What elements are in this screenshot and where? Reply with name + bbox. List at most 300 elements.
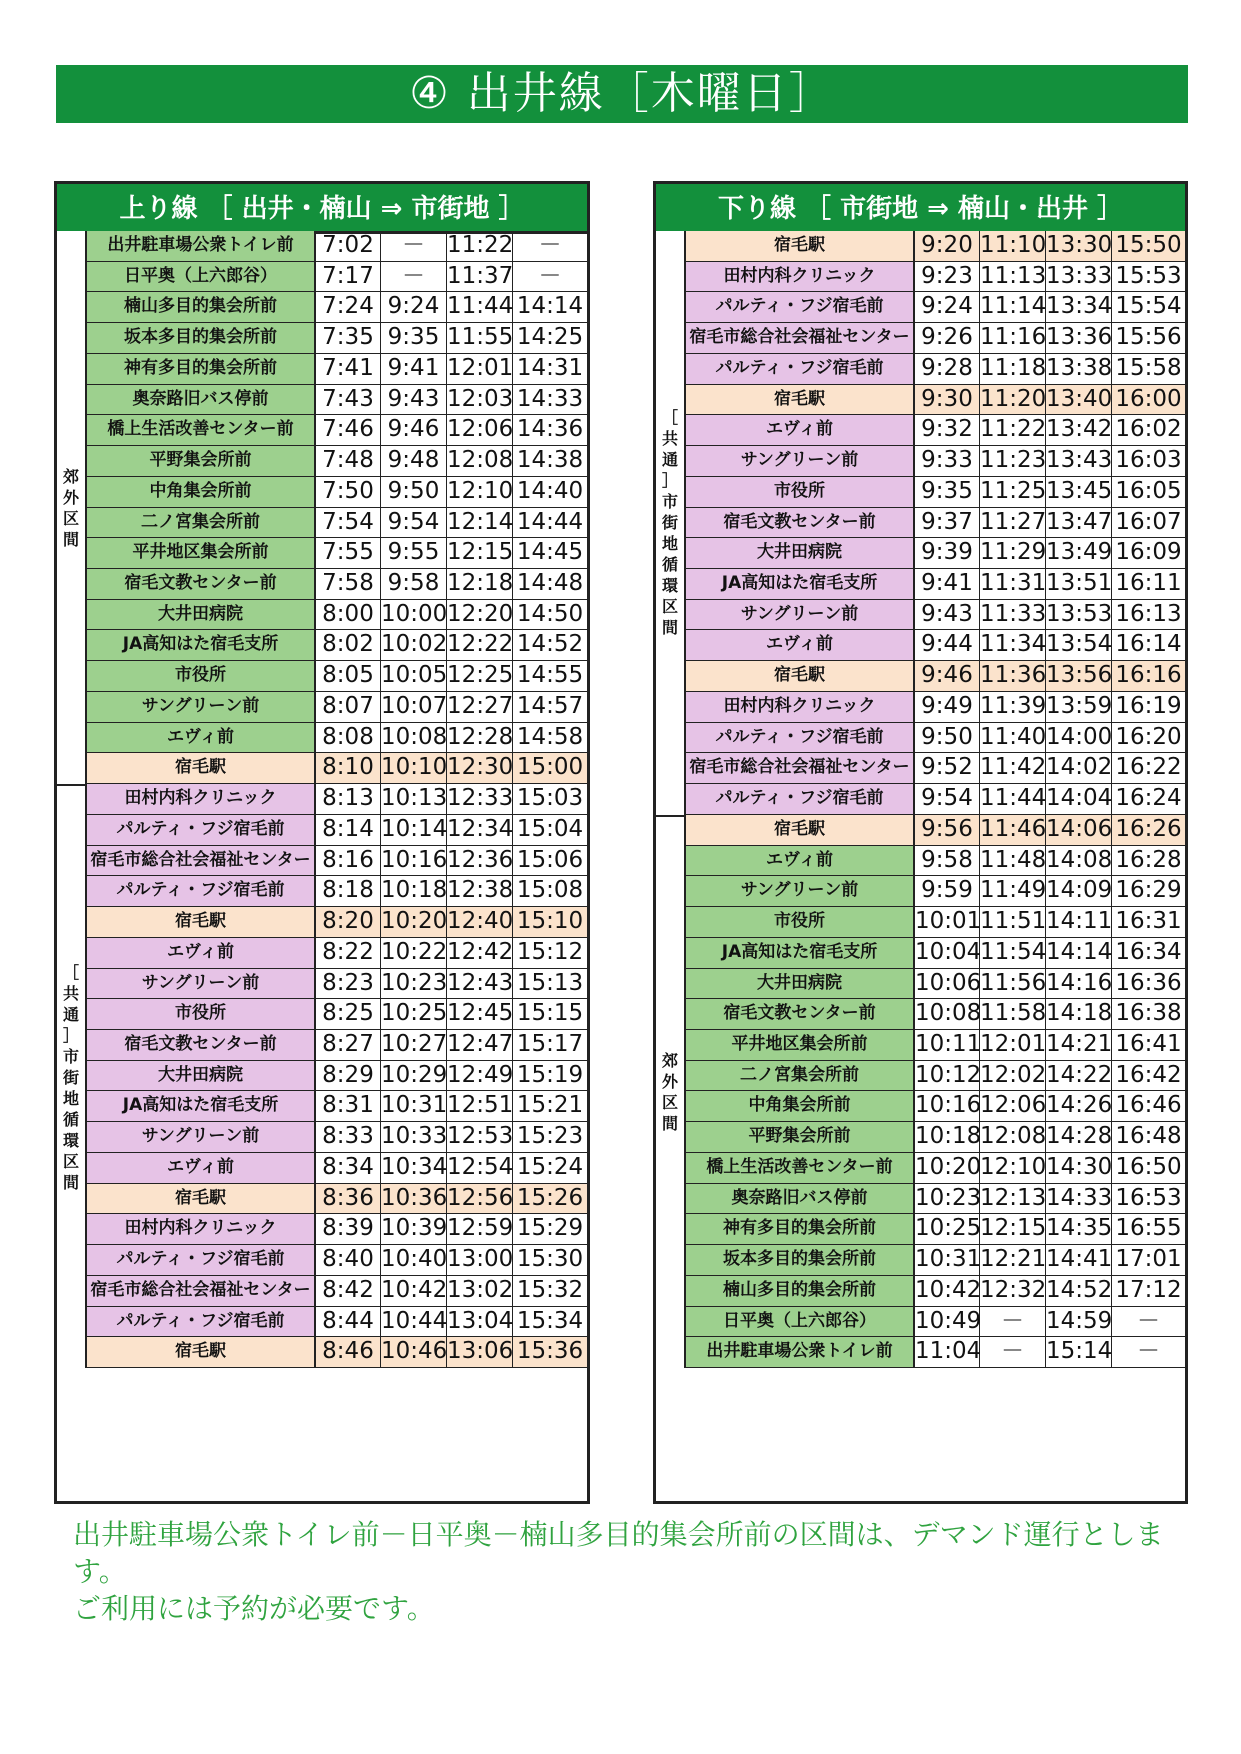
departure-time: 14:21: [1046, 1030, 1112, 1060]
stop-name: 平野集会所前: [87, 446, 316, 476]
departure-time: 13:02: [447, 1276, 513, 1306]
departure-time: 14:50: [516, 600, 584, 627]
stop-name: 大井田病院: [87, 1061, 316, 1091]
stop-name: 神有多目的集会所前: [686, 1214, 915, 1244]
section-label-char: 区: [62, 508, 79, 528]
departure-time: 9:50: [915, 723, 980, 753]
departure-time: 9:20: [915, 231, 980, 261]
departure-time: 12:14: [447, 508, 513, 538]
departure-time: 7:48: [316, 446, 381, 476]
departure-time: 12:49: [447, 1061, 513, 1091]
departure-time: 10:27: [381, 1030, 447, 1060]
departure-time: 15:29: [516, 1215, 584, 1242]
departure-time: 15:58: [1115, 354, 1182, 381]
stop-name: 楠山多目的集会所前: [87, 292, 316, 322]
timetable-row: [87, 1245, 587, 1276]
departure-time: －: [1137, 1307, 1160, 1334]
departure-time: 12:22: [447, 630, 513, 660]
departure-time: 15:34: [516, 1307, 584, 1334]
stop-name: 宿毛市総合社会福祉センター: [87, 846, 316, 876]
departure-time: 8:39: [316, 1214, 381, 1244]
departure-time: 14:06: [1046, 815, 1112, 845]
departure-time: 12:25: [447, 661, 513, 691]
departure-time: 10:01: [915, 907, 980, 937]
departure-time: 9:44: [915, 630, 980, 660]
departure-time: 11:25: [980, 477, 1046, 507]
page-title: ④ 出井線［木曜日］: [56, 65, 1188, 123]
timetable-row: [87, 1214, 587, 1245]
timetable-row: [87, 661, 587, 692]
departure-time: 10:07: [381, 692, 447, 722]
departure-time: 15:12: [516, 938, 584, 965]
stop-name: JA高知はた宿毛支所: [87, 630, 316, 660]
departure-time: 7:02: [316, 231, 381, 261]
departure-time: －: [980, 1337, 1046, 1367]
departure-time: 10:08: [381, 723, 447, 753]
departure-time: 16:38: [1115, 1000, 1182, 1027]
note-line: 出井駐車場公衆トイレ前－日平奥－楠山多目的集会所前の区間は、デマンド運行とします。: [73, 1518, 1164, 1588]
departure-time: 10:00: [381, 600, 447, 630]
section-label-char: 共: [661, 429, 678, 449]
departure-time: 14:55: [516, 662, 584, 689]
section-label-char: 通: [661, 450, 678, 470]
stop-name: エヴィ前: [686, 846, 915, 876]
departure-time: 10:12: [915, 1061, 980, 1091]
departure-time: 8:07: [316, 692, 381, 722]
stop-name: 中角集会所前: [87, 477, 316, 507]
departure-time: －: [381, 231, 447, 261]
departure-time: 10:11: [915, 1030, 980, 1060]
departure-time: 15:04: [516, 815, 584, 842]
departure-time: 8:40: [316, 1245, 381, 1275]
departure-time: 7:43: [316, 385, 381, 415]
departure-time: 11:22: [447, 231, 513, 261]
departure-time: 15:36: [513, 1337, 587, 1367]
timetable-row: [87, 753, 587, 784]
section-label-char: 環: [661, 576, 678, 596]
section-label-char: 間: [661, 618, 678, 638]
departure-time: 12:15: [980, 1214, 1046, 1244]
timetable-row: [686, 1153, 1185, 1184]
departure-time: 12:15: [447, 538, 513, 568]
departure-time: 11:42: [980, 753, 1046, 783]
departure-time: 16:22: [1115, 754, 1182, 781]
departure-time: 15:19: [516, 1061, 584, 1088]
timetable-row: [87, 415, 587, 446]
departure-time: 10:16: [915, 1091, 980, 1121]
departure-time: 16:46: [1115, 1092, 1182, 1119]
departure-time: 10:42: [381, 1276, 447, 1306]
stop-name: サングリーン前: [686, 876, 915, 906]
departure-time: 9:30: [915, 385, 980, 415]
timetable-row: [686, 600, 1185, 631]
departure-time: 15:21: [516, 1092, 584, 1119]
departure-time: 10:18: [381, 876, 447, 906]
departure-time: 13:42: [1046, 415, 1112, 445]
stop-name: 市役所: [87, 999, 316, 1029]
stop-name: パルティ・フジ宿毛前: [87, 1245, 316, 1275]
section-label-char: 通: [62, 1004, 79, 1024]
timetable-row: [686, 354, 1185, 385]
section-label-char: 地: [62, 1088, 79, 1108]
section-label-char: 区: [62, 1151, 79, 1171]
departure-time: 11:20: [980, 385, 1046, 415]
departure-time: 15:10: [513, 907, 587, 937]
departure-time: 7:41: [316, 354, 381, 384]
stop-name: 田村内科クリニック: [686, 692, 915, 722]
departure-time: 14:09: [1046, 876, 1112, 906]
timetable-row: [686, 1337, 1185, 1368]
departure-time: 15:24: [516, 1153, 584, 1180]
departure-time: 16:41: [1115, 1030, 1182, 1057]
departure-time: 12:03: [447, 385, 513, 415]
departure-time: 14:02: [1046, 753, 1112, 783]
departure-time: 8:20: [316, 907, 381, 937]
timetable-row: [686, 692, 1185, 723]
timetable-row: [87, 1184, 587, 1215]
departure-time: 13:33: [1046, 262, 1112, 292]
stop-name: 市役所: [686, 477, 915, 507]
stop-name: 楠山多目的集会所前: [686, 1276, 915, 1306]
departure-time: 7:58: [316, 569, 381, 599]
departure-time: 8:23: [316, 969, 381, 999]
departure-time: 8:13: [316, 784, 381, 814]
departure-time: 7:55: [316, 538, 381, 568]
timetable-row: [87, 262, 587, 293]
departure-time: 11:49: [980, 876, 1046, 906]
departure-time: 13:59: [1046, 692, 1112, 722]
section-label-char: ］: [62, 1025, 79, 1045]
section-label-char: 市: [62, 1046, 79, 1066]
stop-name: 田村内科クリニック: [87, 784, 316, 814]
timetable-down-header: 下り線 ［ 市街地 ⇒ 楠山・出井 ］: [656, 184, 1185, 234]
departure-time: 9:41: [915, 569, 980, 599]
departure-time: 9:23: [915, 262, 980, 292]
stop-name: 宿毛駅: [87, 1337, 316, 1367]
departure-time: 13:54: [1046, 630, 1112, 660]
departure-time: 12:43: [447, 969, 513, 999]
departure-time: 15:32: [516, 1276, 584, 1303]
departure-time: 14:08: [1046, 846, 1112, 876]
timetable-row: [87, 1122, 587, 1153]
departure-time: 14:00: [1046, 723, 1112, 753]
section-label: [57, 784, 87, 1368]
timetable-row: [87, 969, 587, 1000]
departure-time: 15:30: [516, 1246, 584, 1273]
departure-time: 9:54: [381, 508, 447, 538]
timetable-row: [686, 1091, 1185, 1122]
departure-time: 7:17: [316, 262, 381, 292]
departure-time: 14:14: [516, 293, 584, 320]
section-label-char: 地: [661, 534, 678, 554]
stop-name: 田村内科クリニック: [87, 1214, 316, 1244]
timetable-row: [87, 292, 587, 323]
timetable-row: [686, 1030, 1185, 1061]
departure-time: 12:36: [447, 846, 513, 876]
departure-time: 16:05: [1115, 477, 1182, 504]
timetable-row: [686, 1307, 1185, 1338]
departure-time: 16:53: [1115, 1184, 1182, 1211]
departure-time: 11:04: [915, 1337, 980, 1367]
timetable-row: [686, 907, 1185, 938]
stop-name: 宿毛文教センター前: [87, 1030, 316, 1060]
timetable-row: [686, 723, 1185, 754]
departure-time: 15:08: [516, 877, 584, 904]
section-label-char: 外: [661, 1072, 678, 1092]
timetable-row: [686, 753, 1185, 784]
section-label-char: 間: [62, 1172, 79, 1192]
departure-time: 9:43: [915, 600, 980, 630]
departure-time: 8:42: [316, 1276, 381, 1306]
timetable-row: [686, 477, 1185, 508]
departure-time: 12:06: [980, 1091, 1046, 1121]
departure-time: 12:13: [980, 1184, 1046, 1214]
stop-name: 橋上生活改善センター前: [686, 1153, 915, 1183]
timetable-row: [686, 385, 1185, 416]
timetable-row: [87, 630, 587, 661]
departure-time: 13:00: [447, 1245, 513, 1275]
departure-time: 11:48: [980, 846, 1046, 876]
timetable-row: [87, 1276, 587, 1307]
departure-time: 12:56: [447, 1184, 513, 1214]
departure-time: 13:49: [1046, 538, 1112, 568]
departure-time: 16:42: [1115, 1061, 1182, 1088]
timetable-row: [686, 661, 1185, 692]
stop-name: 宿毛市総合社会福祉センター: [87, 1276, 316, 1306]
departure-time: 10:25: [915, 1214, 980, 1244]
timetable-row: [87, 999, 587, 1030]
departure-time: 13:51: [1046, 569, 1112, 599]
departure-time: 9:54: [915, 784, 980, 814]
departure-time: 16:11: [1115, 570, 1182, 597]
departure-time: 11:29: [980, 538, 1046, 568]
timetable-row: [686, 876, 1185, 907]
stop-name: 市役所: [686, 907, 915, 937]
timetable-row: [686, 938, 1185, 969]
departure-time: 11:27: [980, 508, 1046, 538]
departure-time: 10:06: [915, 969, 980, 999]
timetable-row: [87, 846, 587, 877]
departure-time: 8:05: [316, 661, 381, 691]
departure-time: 14:26: [1046, 1091, 1112, 1121]
stop-name: 出井駐車場公衆トイレ前: [686, 1337, 915, 1367]
departure-time: 16:02: [1115, 416, 1182, 443]
departure-time: 8:27: [316, 1030, 381, 1060]
departure-time: 8:02: [316, 630, 381, 660]
departure-time: 10:29: [381, 1061, 447, 1091]
stop-name: エヴィ前: [87, 938, 316, 968]
stop-name: エヴィ前: [686, 415, 915, 445]
stop-name: 宿毛市総合社会福祉センター: [686, 323, 915, 353]
section-label-char: 環: [62, 1130, 79, 1150]
departure-time: 10:23: [381, 969, 447, 999]
departure-time: 8:29: [316, 1061, 381, 1091]
departure-time: 8:16: [316, 846, 381, 876]
timetable-row: [87, 938, 587, 969]
departure-time: 16:31: [1115, 908, 1182, 935]
stop-name: JA高知はた宿毛支所: [686, 569, 915, 599]
stop-name: 宿毛文教センター前: [87, 569, 316, 599]
timetable-row: [87, 1337, 587, 1368]
timetable-row: [686, 1122, 1185, 1153]
departure-time: 14:22: [1046, 1061, 1112, 1091]
stop-name: 神有多目的集会所前: [87, 354, 316, 384]
departure-time: 10:31: [915, 1245, 980, 1275]
departure-time: 9:26: [915, 323, 980, 353]
timetable-row: [686, 999, 1185, 1030]
departure-time: 13:30: [1046, 231, 1112, 261]
section-label: [656, 231, 686, 815]
stop-name: 田村内科クリニック: [686, 262, 915, 292]
stop-name: 宿毛駅: [686, 231, 915, 261]
section-label-char: 外: [62, 487, 79, 507]
section-label-char: 街: [661, 513, 678, 533]
departure-time: 9:32: [915, 415, 980, 445]
departure-time: 16:24: [1115, 785, 1182, 812]
departure-time: 10:20: [915, 1153, 980, 1183]
stop-name: パルティ・フジ宿毛前: [87, 876, 316, 906]
timetable-row: [686, 1214, 1185, 1245]
departure-time: 9:24: [381, 292, 447, 322]
stop-name: 宿毛文教センター前: [686, 999, 915, 1029]
departure-time: 11:44: [447, 292, 513, 322]
departure-time: 12:08: [980, 1122, 1046, 1152]
departure-time: 10:20: [381, 907, 447, 937]
departure-time: 8:25: [316, 999, 381, 1029]
departure-time: 14:30: [1046, 1153, 1112, 1183]
timetable-row: [87, 1030, 587, 1061]
departure-time: 14:44: [516, 508, 584, 535]
stop-name: 日平奥（上六郎谷）: [87, 262, 316, 292]
departure-time: 14:33: [516, 385, 584, 412]
departure-time: 9:39: [915, 538, 980, 568]
stop-name: エヴィ前: [87, 1153, 316, 1183]
timetable-row: [87, 446, 587, 477]
departure-time: 16:20: [1115, 723, 1182, 750]
departure-time: 16:19: [1115, 692, 1182, 719]
departure-time: 10:36: [381, 1184, 447, 1214]
demand-note: [73, 1516, 1193, 1627]
departure-time: 17:12: [1115, 1276, 1182, 1303]
departure-time: 14:04: [1046, 784, 1112, 814]
departure-time: 9:50: [381, 477, 447, 507]
departure-time: 8:44: [316, 1307, 381, 1337]
stop-name: 平井地区集会所前: [87, 538, 316, 568]
stop-name: 大井田病院: [686, 969, 915, 999]
departure-time: 8:00: [316, 600, 381, 630]
departure-time: 16:28: [1115, 846, 1182, 873]
departure-time: 12:20: [447, 600, 513, 630]
departure-time: 12:45: [447, 999, 513, 1029]
departure-time: 13:36: [1046, 323, 1112, 353]
departure-time: 9:43: [381, 385, 447, 415]
departure-time: 12:34: [447, 815, 513, 845]
departure-time: 15:03: [516, 785, 584, 812]
departure-time: 9:58: [381, 569, 447, 599]
timetable-row: [87, 508, 587, 539]
timetable-row: [87, 600, 587, 631]
departure-time: 10:33: [381, 1122, 447, 1152]
timetable-row: [87, 569, 587, 600]
stop-name: 二ノ宮集会所前: [87, 508, 316, 538]
timetable-up-header: 上り線 ［ 出井・楠山 ⇒ 市街地 ］: [57, 184, 587, 234]
departure-time: 13:43: [1046, 446, 1112, 476]
departure-time: 14:28: [1046, 1122, 1112, 1152]
departure-time: 13:04: [447, 1307, 513, 1337]
departure-time: 14:11: [1046, 907, 1112, 937]
section-label: [57, 231, 87, 784]
departure-time: 9:49: [915, 692, 980, 722]
departure-time: 9:28: [915, 354, 980, 384]
departure-time: 11:10: [980, 231, 1046, 261]
departure-time: 14:31: [516, 354, 584, 381]
departure-time: 7:35: [316, 323, 381, 353]
timetable-row: [87, 1307, 587, 1338]
departure-time: 15:50: [1112, 231, 1185, 261]
stop-name: 大井田病院: [686, 538, 915, 568]
departure-time: 11:36: [980, 661, 1046, 691]
departure-time: 8:18: [316, 876, 381, 906]
stop-name: サングリーン前: [87, 1122, 316, 1152]
departure-time: 12:06: [447, 415, 513, 445]
stop-name: 出井駐車場公衆トイレ前: [87, 231, 316, 261]
departure-time: 11:46: [980, 815, 1046, 845]
departure-time: 14:33: [1046, 1184, 1112, 1214]
departure-time: 15:15: [516, 1000, 584, 1027]
departure-time: 10:05: [381, 661, 447, 691]
timetable-row: [87, 385, 587, 416]
departure-time: 9:46: [915, 661, 980, 691]
section-label-char: ［: [661, 408, 678, 428]
departure-time: 12:18: [447, 569, 513, 599]
timetable-row: [686, 969, 1185, 1000]
stop-name: エヴィ前: [686, 630, 915, 660]
section-label: [656, 815, 686, 1368]
timetable-row: [686, 815, 1185, 846]
timetable-row: [686, 846, 1185, 877]
departure-time: 9:52: [915, 753, 980, 783]
stop-name: 宿毛駅: [87, 1184, 316, 1214]
stop-name: 日平奥（上六郎谷）: [686, 1307, 915, 1337]
departure-time: 10:18: [915, 1122, 980, 1152]
departure-time: 10:42: [915, 1276, 980, 1306]
departure-time: 9:41: [381, 354, 447, 384]
departure-time: 12:42: [447, 938, 513, 968]
note-line: ご利用には予約が必要です。: [73, 1592, 435, 1625]
stop-name: パルティ・フジ宿毛前: [87, 815, 316, 845]
departure-time: 12:38: [447, 876, 513, 906]
stop-name: 坂本多目的集会所前: [87, 323, 316, 353]
stop-name: 平野集会所前: [686, 1122, 915, 1152]
departure-time: 12:54: [447, 1153, 513, 1183]
stop-name: JA高知はた宿毛支所: [686, 938, 915, 968]
departure-time: 13:56: [1046, 661, 1112, 691]
departure-time: －: [381, 262, 447, 292]
departure-time: 7:46: [316, 415, 381, 445]
section-label-char: 循: [62, 1109, 79, 1129]
departure-time: 16:16: [1112, 661, 1185, 691]
departure-time: 9:59: [915, 876, 980, 906]
section-label-char: 共: [62, 983, 79, 1003]
departure-time: 13:06: [447, 1337, 513, 1367]
timetable-row: [686, 538, 1185, 569]
departure-time: 16:13: [1115, 600, 1182, 627]
departure-time: 15:26: [513, 1184, 587, 1214]
departure-time: 16:36: [1115, 969, 1182, 996]
departure-time: 12:32: [980, 1276, 1046, 1306]
departure-time: 7:50: [316, 477, 381, 507]
departure-time: 16:00: [1112, 385, 1185, 415]
